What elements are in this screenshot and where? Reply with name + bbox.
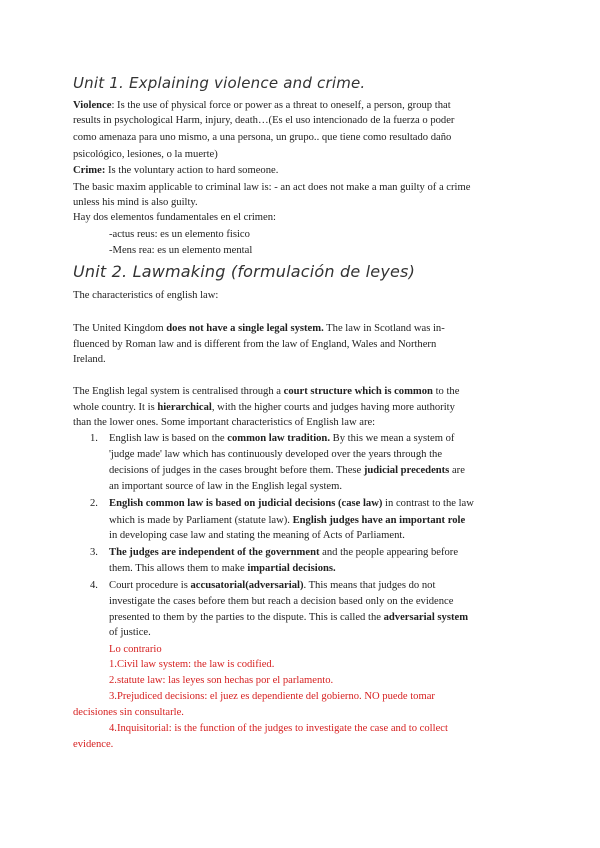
contrast-item-4-line-1: 4.Inquisitorial: is the function of the judges to investigate the case and to collect bbox=[109, 723, 448, 734]
list-item-4-line-3 bbox=[109, 610, 468, 625]
paragraph-uk-line-3: Ireland. bbox=[73, 354, 106, 365]
contrast-item-3-line-2: decisiones sin consultarle. bbox=[73, 707, 184, 718]
bold-span: judicial precedents bbox=[363, 465, 450, 476]
contrast-item-3-line-1: 3.Prejudiced decisions: el juez es dependiente del gobierno. NO puede tomar bbox=[109, 691, 435, 702]
text-span: . This means that judges do not bbox=[303, 580, 436, 591]
list-item-2-line-3: in developing case law and stating the meaning of Acts of Parliament. bbox=[109, 530, 405, 541]
characteristics-title: The characteristics of english law: bbox=[73, 290, 219, 301]
contrast-item-2: 2.statute law: las leyes son hechas por el parlamento. bbox=[109, 675, 334, 686]
list-number: 3. bbox=[90, 547, 98, 558]
list-item-4-line-4: of justice. bbox=[109, 627, 151, 638]
maxim-line-2: unless his mind is also guilty. bbox=[73, 197, 198, 208]
bold-span: accusatorial(adversarial) bbox=[190, 580, 304, 591]
text-span: are bbox=[449, 465, 465, 476]
list-item-2-line-2 bbox=[109, 513, 465, 528]
text-span: them. This allows them to make bbox=[109, 563, 248, 574]
text-span: which is made by Parliament (statute law). bbox=[109, 515, 293, 526]
text-span: presented to them by the parties to the dispute. This is called the bbox=[109, 612, 384, 623]
text-span: The United Kingdom bbox=[73, 323, 167, 334]
violence-text: : Is the use of physical force or power as a threat to oneself, a person, group that bbox=[111, 100, 451, 111]
element-mens-rea: -Mens rea: es un elemento mental bbox=[109, 245, 253, 256]
bold-span: English common law is based on judicial decisions (case law) bbox=[109, 498, 383, 509]
text-span: , with the higher courts and judges having more authority bbox=[211, 402, 455, 413]
violence-definition-line-3: como amenaza para uno mismo, a una persona, un grupo.. que tiene como resultado daño bbox=[73, 132, 452, 143]
text-span: in contrast to the law bbox=[382, 498, 474, 509]
bold-span: impartial decisions. bbox=[247, 563, 336, 574]
contrast-title: Lo contrario bbox=[109, 644, 162, 655]
list-item-1-line-1 bbox=[109, 431, 454, 446]
list-number: 4. bbox=[90, 580, 98, 591]
crime-text: Is the voluntary action to hard someone. bbox=[105, 165, 279, 176]
list-item-1-line-3 bbox=[109, 463, 465, 478]
crime-definition bbox=[73, 163, 278, 178]
paragraph-uk-line-1 bbox=[73, 321, 445, 336]
bold-span: The judges are independent of the government bbox=[109, 547, 320, 558]
contrast-item-4-line-2: evidence. bbox=[73, 739, 114, 750]
violence-definition-line-1 bbox=[73, 98, 451, 113]
bold-span: hierarchical bbox=[157, 402, 212, 413]
text-span: and the people appearing before bbox=[319, 547, 459, 558]
list-item-1-line-4: an important source of law in the English legal system. bbox=[109, 481, 343, 492]
bold-span: court structure which is common bbox=[283, 386, 433, 397]
violence-definition-line-4: psicológico, lesiones, o la muerte) bbox=[73, 149, 218, 160]
list-item-2-line-1 bbox=[109, 496, 474, 511]
unit1-heading: Unit 1. Explaining violence and crime. bbox=[73, 74, 366, 92]
bold-span: adversarial system bbox=[383, 612, 469, 623]
list-item-3-line-1 bbox=[109, 545, 458, 560]
bold-span: does not have a single legal system. bbox=[166, 323, 324, 334]
list-item-4-line-2: investigate the cases before them but reach a decision based only on the evidence bbox=[109, 596, 454, 607]
element-actus-reus: -actus reus: es un elemento fisico bbox=[109, 229, 250, 240]
list-item-3-line-2 bbox=[109, 561, 336, 576]
contrast-item-1: 1.Civil law system: the law is codified. bbox=[109, 659, 275, 670]
crime-term: Crime: bbox=[73, 165, 106, 176]
text-span: By this we mean a system of bbox=[329, 433, 455, 444]
text-span: decisions of judges in the cases brought before them. These bbox=[109, 465, 364, 476]
text-span: Court procedure is bbox=[109, 580, 191, 591]
violence-term: Violence bbox=[73, 100, 112, 111]
list-number: 1. bbox=[90, 433, 98, 444]
text-span: The law in Scotland was in- bbox=[323, 323, 445, 334]
text-span: English law is based on the bbox=[109, 433, 228, 444]
bold-span: common law tradition. bbox=[227, 433, 330, 444]
paragraph-system-line-2 bbox=[73, 400, 455, 415]
unit2-heading: Unit 2. Lawmaking (formulación de leyes) bbox=[73, 262, 416, 281]
text-span: whole country. It is bbox=[73, 402, 158, 413]
text-span: to the bbox=[432, 386, 460, 397]
paragraph-system-line-3: than the lower ones. Some important characteristics of English law are: bbox=[73, 417, 376, 428]
bold-span: English judges have an important role bbox=[292, 515, 466, 526]
list-number: 2. bbox=[90, 498, 98, 509]
text-span: The English legal system is centralised through a bbox=[73, 386, 284, 397]
list-item-1-line-2: 'judge made' law which has continuously developed over the years through the bbox=[109, 449, 443, 460]
elements-intro: Hay dos elementos fundamentales en el crimen: bbox=[73, 212, 276, 223]
maxim-line-1: The basic maxim applicable to criminal law is: - an act does not make a man guilty of a crime bbox=[73, 182, 471, 193]
paragraph-uk-line-2: fluenced by Roman law and is different from the law of England, Wales and Northern bbox=[73, 339, 437, 350]
violence-definition-line-2: results in psychological Harm, injury, death…(Es el uso intencionado de la fuerza o poder bbox=[73, 115, 455, 126]
paragraph-system-line-1 bbox=[73, 384, 459, 399]
list-item-4-line-1 bbox=[109, 578, 435, 593]
